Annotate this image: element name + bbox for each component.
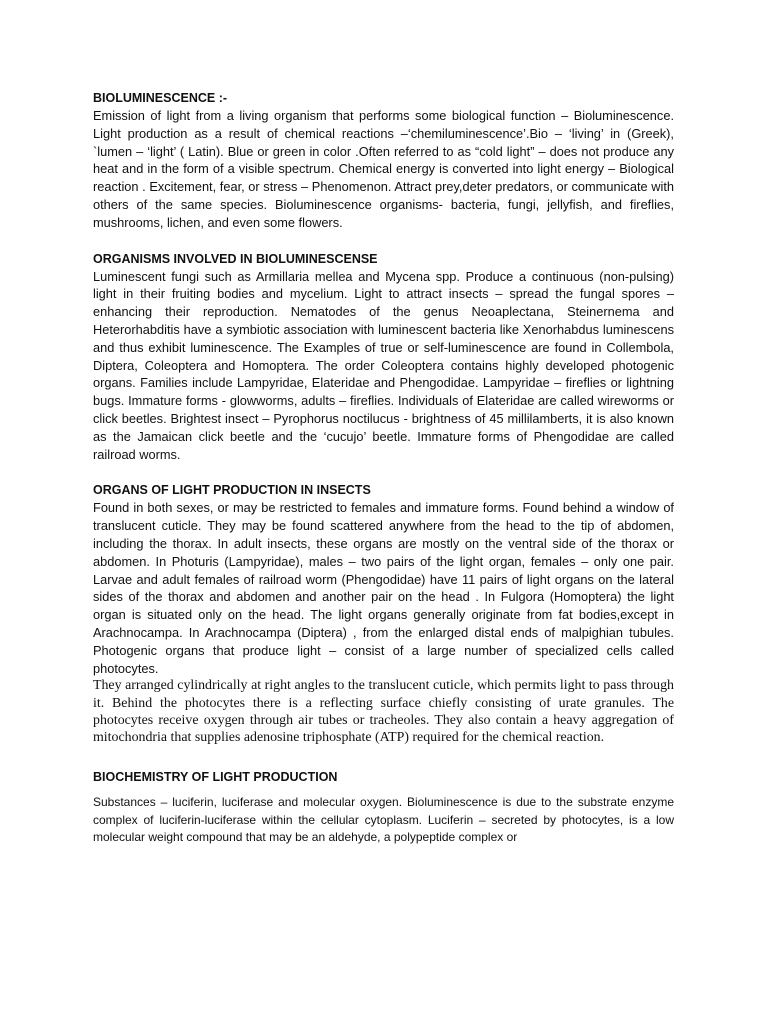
section-paragraph-serif: They arranged cylindrically at right angles to the translucent cuticle, which permits light to pass through it. Behind the photocytes there is a reflecting surface chiefly consisting of urate granules. The photocytes receive oxygen through air tubes or tracheoles. They also contain a heavy aggregation of mitochondria that supplies adenosine triphosphate (ATP) required for the chemical reaction. — [93, 678, 674, 745]
section-heading: BIOLUMINESCENCE :- — [93, 91, 228, 105]
section-paragraph: Emission of light from a living organism that performs some biological function – Bioluminescence. Light production as a result of chemical reactions –‘chemiluminescence’.Bio – ‘living’ in (Greek), `lumen – ‘light’ ( Latin). Blue or green in color .Often referred to as “cold light” – does not produce any heat and in the form of a visible spectrum. Chemical energy is converted into light energy – Biological reaction . Excitement, fear, or stress – Phenomenon. Attract prey,deter predators, or communicate with others of the same species. Bioluminescence organisms- bacteria, fungi, jellyfish, and fireflies, mushrooms, lichen, and even some flowers. — [93, 108, 674, 230]
section-paragraph: Substances – luciferin, luciferase and molecular oxygen. Bioluminescence is due to the substrate enzyme complex of luciferin-luciferase within the cellular cytoplasm. Luciferin – secreted by photocytes, is a low molecular weight compound that may be an aldehyde, a polypeptide complex or — [93, 795, 674, 845]
section-heading: ORGANISMS INVOLVED IN BIOLUMINESCENSE — [93, 251, 378, 266]
document-body — [93, 89, 674, 847]
section-organisms — [93, 250, 674, 464]
section-paragraph: Found in both sexes, or may be restricted to females and immature forms. Found behind a window of translucent cuticle. They may be found scattered anywhere from the head to the tip of abdomen, including the thorax. In adult insects, these organs are mostly on the ventral side of the thorax or abdomen. In Photuris (Lampyridae), males – two pairs of the light organ, females – only one pair. Larvae and adult females of railroad worm (Phengodidae) have 11 pairs of light organs on the lateral sides of the thorax and abdomen and another pair on the head . In Fulgora (Homoptera) the light organ is situated only on the head. The light organs generally originate from fat bodies,except in Arachnocampa. In Arachnocampa (Diptera) , from the enlarged distal ends of malpighian tubules. Photogenic organs that produce light – consist of a large number of specialized cells called photocytes. — [93, 500, 674, 676]
section-heading: BIOCHEMISTRY OF LIGHT PRODUCTION — [93, 770, 338, 785]
section-bioluminescence — [93, 89, 674, 232]
section-organs — [93, 481, 674, 746]
section-heading: ORGANS OF LIGHT PRODUCTION IN INSECTS — [93, 483, 371, 498]
section-biochemistry — [93, 768, 674, 847]
section-paragraph: Luminescent fungi such as Armillaria mellea and Mycena spp. Produce a continuous (non-pulsing) light in their fruiting bodies and mycelium. Light to attract insects – spread the fungal spores – enhancing their reproduction. Nematodes of the genus Neoaplectana, Steinernema and Heterorhabditis have a symbiotic association with luminescent bacteria like Xenorhabdus luminescens and thus exhibit luminescence. The Examples of true or self-luminescence are found in Collembola, Diptera, Coleoptera and Homoptera. The order Coleoptera contains highly developed photogenic organs. Families include Lampyridae, Elateridae and Phengodidae. Lampyridae – fireflies or lightning bugs. Immature forms - glowworms, adults – fireflies. Individuals of Elateridae are called wireworms or click beetles. Brightest insect – Pyrophorus noctilucus - brightness of 45 millilamberts, it is also known as the Jamaican click beetle and the ‘cucujo’ beetle. Immature forms of Phengodidae are called railroad worms. — [93, 268, 674, 462]
